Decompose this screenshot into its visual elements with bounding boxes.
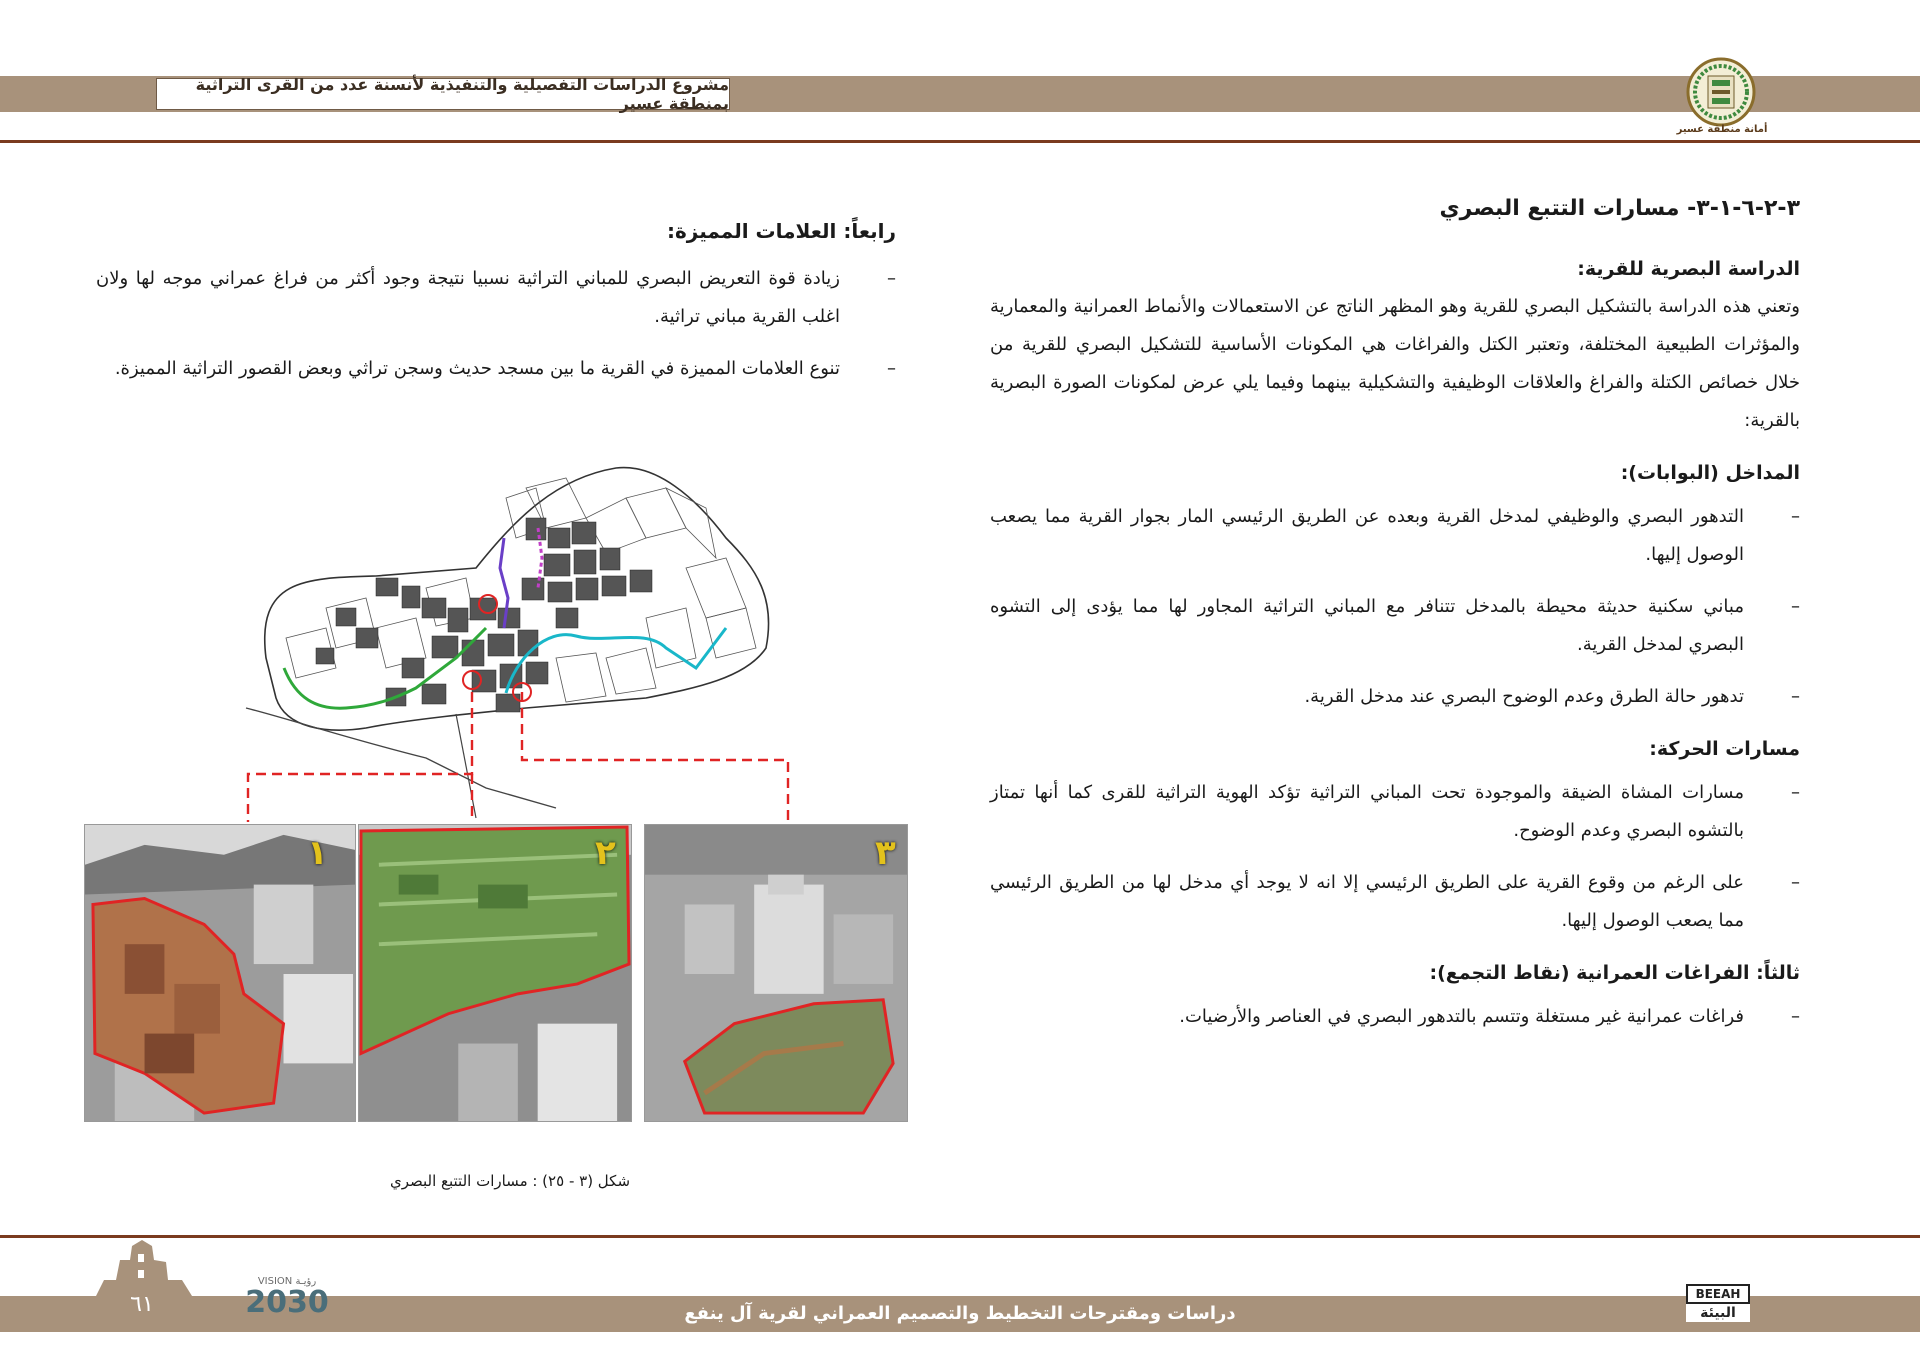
figure-caption: شكل (٣ - ٢٥) : مسارات التتبع البصري xyxy=(389,1172,631,1190)
section-title: ٣-٢-٦-١-٣- مسارات التتبع البصري xyxy=(1439,196,1800,221)
beeah-arabic: البيئة xyxy=(1686,1304,1750,1322)
project-title: مشروع الدراسات التفصيلية والتنفيذية لأنسنة عدد من القرى التراثية بمنطقة عسير xyxy=(156,78,730,110)
village-map xyxy=(226,458,786,828)
photo-3 xyxy=(644,824,908,1122)
list-item: – مسارات المشاة الضيقة والموجودة تحت المباني التراثية تؤكد الهوية التراثية للقرى كما أنها تمتاز بالتشوه البصري وعدم الوضوح. xyxy=(990,774,1800,850)
movement-list xyxy=(990,774,1800,940)
vision-label: VISION رؤيـة xyxy=(257,1276,317,1287)
list-item: – زيادة قوة التعريض البصري للمباني التراثية نسبيا نتيجة وجود أكثر من فراغ عمراني موجه لها ولان اغلب القرية مباني تراثية. xyxy=(96,260,896,336)
page-number: ٦١ xyxy=(130,1292,154,1317)
logo-caption: أمانة منطقة عسير xyxy=(1676,124,1768,135)
photo-2 xyxy=(358,824,632,1122)
visual-study-heading: الدراسة البصرية للقرية: xyxy=(1577,258,1800,280)
photo-1 xyxy=(84,824,356,1122)
right-text-column xyxy=(990,190,1800,1050)
list-item: – على الرغم من وقوع القرية على الطريق الرئيسي إلا انه لا يوجد أي مدخل لها من الطريق الرئيسي مما يصعب الوصول إليها. xyxy=(990,864,1800,940)
footer-title: دراسات ومقترحات التخطيط والتصميم العمراني لقرية آل ينفع xyxy=(684,1303,1236,1324)
beeah-logo xyxy=(1686,1284,1750,1332)
photo-number: ٣ xyxy=(875,833,896,873)
visual-study-paragraph: وتعني هذه الدراسة بالتشكيل البصري للقرية وهو المظهر الناتج عن الاستعمالات والأنماط العمرانية والمعمارية والمؤثرات الطبيعية المختلفة، وتعتبر الكتل والفراغات هي المكونات الأساسية للتشكيل البصري للقرية من خلال خصائص الكتلة والفراغ والعلاقات الوظيفية والتشكيلية بينهما وفيما يلي عرض لمكونات الصورة البصرية بالقرية: xyxy=(990,296,1800,431)
beeah-label: BEEAH xyxy=(1686,1284,1750,1304)
list-item: – مباني سكنية حديثة محيطة بالمدخل تتنافر مع المباني التراثية المجاور لها مما يؤدى إلى التشوه البصري لمدخل القرية. xyxy=(990,588,1800,664)
asir-municipality-logo xyxy=(1686,56,1756,134)
entrances-heading: المداخل (البوابات): xyxy=(1620,462,1800,484)
photo-number: ١ xyxy=(307,833,328,873)
landmarks-list xyxy=(96,260,896,388)
vision-year: 2030 xyxy=(245,1285,329,1320)
landmarks-heading: رابعاً: العلامات المميزة: xyxy=(666,219,896,243)
list-item: – التدهور البصري والوظيفي لمدخل القرية وبعده عن الطريق الرئيسي المار بجوار القرية مما يصعب الوصول إليها. xyxy=(990,498,1800,574)
photo-number: ٢ xyxy=(595,833,616,873)
list-item: – تنوع العلامات المميزة في القرية ما بين مسجد حديث وسجن تراثي وبعض القصور التراثية المميزة. xyxy=(96,350,896,388)
movement-heading: مسارات الحركة: xyxy=(1649,738,1800,760)
entrances-list xyxy=(990,498,1800,716)
spaces-heading: ثالثاً: الفراغات العمرانية (نقاط التجمع): xyxy=(1429,962,1800,984)
spaces-list xyxy=(990,998,1800,1036)
header-rule xyxy=(0,140,1920,143)
fort-icon xyxy=(96,1240,192,1296)
list-item: – فراغات عمرانية غير مستغلة وتتسم بالتدهور البصري في العناصر والأرضيات. xyxy=(990,998,1800,1036)
left-text-column xyxy=(96,206,896,402)
list-item: – تدهور حالة الطرق وعدم الوضوح البصري عند مدخل القرية. xyxy=(990,678,1800,716)
vision-2030-logo xyxy=(240,1276,334,1334)
footer-rule xyxy=(0,1235,1920,1238)
